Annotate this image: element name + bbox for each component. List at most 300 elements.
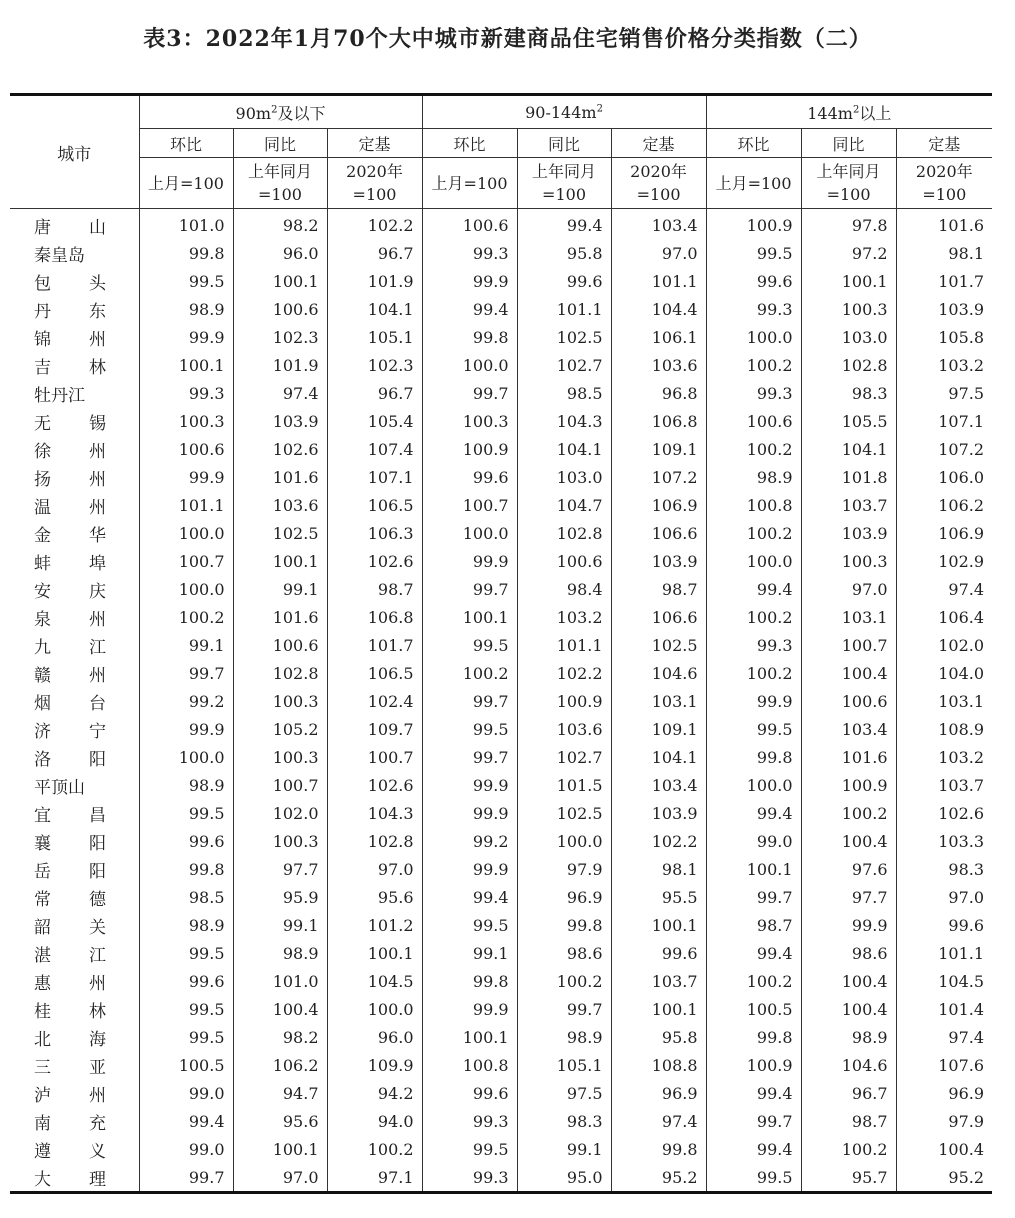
index-value: 97.7 — [233, 855, 327, 883]
index-value: 99.9 — [422, 771, 517, 799]
index-value: 99.7 — [706, 883, 801, 911]
index-value: 109.9 — [327, 1051, 422, 1079]
index-value: 99.9 — [801, 911, 896, 939]
index-value: 104.0 — [896, 659, 992, 687]
table-header — [10, 95, 992, 209]
header-base-row — [10, 158, 992, 209]
index-value: 94.0 — [327, 1107, 422, 1135]
city-name — [10, 967, 139, 995]
index-value: 102.0 — [233, 799, 327, 827]
index-value: 100.8 — [706, 491, 801, 519]
index-value: 101.6 — [233, 603, 327, 631]
index-value: 104.1 — [611, 743, 706, 771]
table-row — [10, 295, 992, 323]
index-value: 103.2 — [896, 351, 992, 379]
index-type-header: 定基 — [896, 129, 992, 158]
index-value: 100.2 — [706, 967, 801, 995]
index-value: 102.6 — [327, 771, 422, 799]
city-name — [10, 239, 139, 267]
city-name — [10, 1163, 139, 1193]
index-value: 99.4 — [706, 575, 801, 603]
index-value: 101.5 — [517, 771, 611, 799]
area-group-header: $144m^2$以上 — [706, 95, 992, 129]
index-value: 101.6 — [801, 743, 896, 771]
city-label: 锦州 — [34, 329, 106, 350]
table-row — [10, 575, 992, 603]
index-value: 99.4 — [422, 295, 517, 323]
index-value: 99.9 — [422, 855, 517, 883]
city-label: 南充 — [34, 1113, 106, 1134]
base-yoy-header: 上年同月 =100 — [801, 158, 896, 209]
index-value: 98.3 — [801, 379, 896, 407]
index-value: 99.4 — [706, 939, 801, 967]
index-value: 101.7 — [896, 267, 992, 295]
index-value: 103.7 — [801, 491, 896, 519]
index-value: 98.9 — [517, 1023, 611, 1051]
city-name — [10, 1107, 139, 1135]
table-row — [10, 1135, 992, 1163]
index-value: 100.0 — [139, 575, 233, 603]
index-value: 100.2 — [327, 1135, 422, 1163]
index-value: 100.3 — [801, 295, 896, 323]
index-value: 109.1 — [611, 715, 706, 743]
index-value: 106.8 — [327, 603, 422, 631]
header-sub-row — [10, 129, 992, 158]
index-value: 101.4 — [896, 995, 992, 1023]
index-value: 99.9 — [139, 463, 233, 491]
city-name — [10, 743, 139, 771]
price-index-table — [10, 93, 992, 1194]
index-value: 102.3 — [233, 323, 327, 351]
index-value: 99.7 — [517, 995, 611, 1023]
index-value: 97.5 — [896, 379, 992, 407]
index-type-header: 定基 — [611, 129, 706, 158]
index-value: 96.9 — [611, 1079, 706, 1107]
index-value: 100.2 — [706, 519, 801, 547]
index-value: 103.1 — [611, 687, 706, 715]
index-value: 99.5 — [139, 799, 233, 827]
city-label: 赣州 — [34, 665, 106, 686]
index-value: 104.6 — [801, 1051, 896, 1079]
index-value: 100.7 — [422, 491, 517, 519]
table-row — [10, 743, 992, 771]
index-value: 99.7 — [139, 1163, 233, 1193]
index-value: 99.6 — [517, 267, 611, 295]
city-name — [10, 295, 139, 323]
index-value: 98.9 — [139, 771, 233, 799]
index-value: 100.5 — [139, 1051, 233, 1079]
index-value: 105.1 — [517, 1051, 611, 1079]
city-name — [10, 799, 139, 827]
index-value: 98.4 — [517, 575, 611, 603]
index-value: 100.9 — [517, 687, 611, 715]
index-value: 103.6 — [611, 351, 706, 379]
index-value: 101.2 — [327, 911, 422, 939]
index-value: 103.1 — [896, 687, 992, 715]
index-value: 100.1 — [422, 603, 517, 631]
index-value: 104.1 — [517, 435, 611, 463]
table-title: 表3：2022年1月70个大中城市新建商品住宅销售价格分类指数（二） — [143, 26, 872, 52]
city-name — [10, 995, 139, 1023]
index-value: 108.9 — [896, 715, 992, 743]
city-name — [10, 659, 139, 687]
index-value: 99.5 — [706, 715, 801, 743]
city-name — [10, 1051, 139, 1079]
index-value: 105.1 — [327, 323, 422, 351]
index-value: 100.3 — [233, 687, 327, 715]
index-value: 98.5 — [517, 379, 611, 407]
index-value: 99.7 — [422, 743, 517, 771]
superscript: 2 — [271, 104, 278, 116]
index-value: 103.7 — [896, 771, 992, 799]
index-value: 104.1 — [801, 435, 896, 463]
index-value: 102.6 — [896, 799, 992, 827]
city-label: 温州 — [34, 497, 106, 518]
index-value: 100.4 — [801, 659, 896, 687]
index-value: 100.2 — [706, 435, 801, 463]
index-value: 97.0 — [233, 1163, 327, 1193]
index-value: 109.1 — [611, 435, 706, 463]
index-value: 100.6 — [139, 435, 233, 463]
index-value: 97.9 — [896, 1107, 992, 1135]
index-value: 104.5 — [327, 967, 422, 995]
table-row — [10, 855, 992, 883]
index-value: 103.9 — [233, 407, 327, 435]
index-value: 99.3 — [422, 1107, 517, 1135]
index-value: 100.3 — [801, 547, 896, 575]
index-value: 99.1 — [422, 939, 517, 967]
index-value: 106.8 — [611, 407, 706, 435]
index-value: 105.8 — [896, 323, 992, 351]
city-label: 湛江 — [34, 945, 106, 966]
index-value: 98.9 — [233, 939, 327, 967]
area-group-header: $90m^2$及以下 — [139, 95, 422, 129]
index-value: 100.0 — [422, 519, 517, 547]
index-value: 98.1 — [896, 239, 992, 267]
table-row — [10, 351, 992, 379]
index-value: 99.5 — [706, 1163, 801, 1193]
index-value: 107.4 — [327, 435, 422, 463]
superscript: 2 — [852, 104, 860, 116]
index-value: 100.2 — [706, 659, 801, 687]
index-value: 97.0 — [327, 855, 422, 883]
index-value: 99.3 — [706, 379, 801, 407]
index-value: 99.0 — [706, 827, 801, 855]
index-value: 99.6 — [422, 463, 517, 491]
table-row — [10, 407, 992, 435]
index-value: 99.6 — [139, 827, 233, 855]
index-value: 99.8 — [611, 1135, 706, 1163]
index-value: 99.0 — [139, 1135, 233, 1163]
index-value: 101.9 — [327, 267, 422, 295]
index-value: 96.9 — [896, 1079, 992, 1107]
index-value: 102.6 — [233, 435, 327, 463]
index-type-header: 环比 — [706, 129, 801, 158]
index-value: 100.9 — [706, 1051, 801, 1079]
index-value: 102.2 — [517, 659, 611, 687]
index-value: 94.7 — [233, 1079, 327, 1107]
index-value: 100.2 — [706, 603, 801, 631]
index-value: 100.6 — [422, 209, 517, 240]
city-label: 扬州 — [34, 469, 106, 490]
index-value: 100.5 — [706, 995, 801, 1023]
index-value: 98.6 — [801, 939, 896, 967]
city-label: 烟台 — [34, 693, 106, 714]
index-value: 100.9 — [422, 435, 517, 463]
index-value: 101.1 — [517, 631, 611, 659]
city-label: 九江 — [34, 637, 106, 658]
index-value: 100.6 — [233, 295, 327, 323]
index-value: 99.9 — [422, 799, 517, 827]
index-value: 103.9 — [801, 519, 896, 547]
index-value: 100.2 — [517, 967, 611, 995]
index-value: 102.4 — [327, 687, 422, 715]
index-value: 99.5 — [706, 239, 801, 267]
index-value: 103.4 — [611, 209, 706, 240]
base-mom-header: 上月=100 — [139, 158, 233, 209]
table-row — [10, 799, 992, 827]
index-value: 99.9 — [422, 547, 517, 575]
index-value: 103.4 — [611, 771, 706, 799]
base-mom-header: 上月=100 — [706, 158, 801, 209]
index-value: 97.5 — [517, 1079, 611, 1107]
index-value: 99.7 — [706, 1107, 801, 1135]
index-value: 103.0 — [517, 463, 611, 491]
index-value: 100.8 — [422, 1051, 517, 1079]
city-name — [10, 351, 139, 379]
header-group-row — [10, 95, 992, 129]
index-value: 106.6 — [611, 603, 706, 631]
table-row — [10, 463, 992, 491]
index-value: 96.9 — [517, 883, 611, 911]
city-name — [10, 519, 139, 547]
index-value: 97.4 — [896, 1023, 992, 1051]
city-name — [10, 209, 139, 240]
index-value: 105.5 — [801, 407, 896, 435]
index-value: 104.6 — [611, 659, 706, 687]
index-type-header: 环比 — [139, 129, 233, 158]
index-value: 100.1 — [611, 995, 706, 1023]
index-value: 99.6 — [139, 967, 233, 995]
index-value: 99.1 — [517, 1135, 611, 1163]
index-value: 99.9 — [422, 995, 517, 1023]
city-label: 金华 — [34, 525, 106, 546]
city-name — [10, 631, 139, 659]
index-value: 98.9 — [706, 463, 801, 491]
city-name — [10, 911, 139, 939]
index-value: 97.0 — [896, 883, 992, 911]
index-value: 99.8 — [706, 1023, 801, 1051]
index-value: 99.5 — [139, 995, 233, 1023]
index-value: 107.1 — [327, 463, 422, 491]
city-label: 唐山 — [34, 217, 106, 238]
table-row — [10, 209, 992, 240]
city-label: 安庆 — [34, 581, 106, 602]
index-value: 99.7 — [422, 379, 517, 407]
index-value: 99.6 — [422, 1079, 517, 1107]
index-value: 99.5 — [139, 939, 233, 967]
index-value: 100.7 — [801, 631, 896, 659]
index-value: 101.1 — [611, 267, 706, 295]
index-value: 95.6 — [233, 1107, 327, 1135]
index-value: 105.4 — [327, 407, 422, 435]
index-value: 103.2 — [896, 743, 992, 771]
index-value: 99.4 — [139, 1107, 233, 1135]
index-type-header: 同比 — [233, 129, 327, 158]
city-label: 包头 — [34, 273, 106, 294]
city-label: 丹东 — [34, 301, 106, 322]
index-value: 107.2 — [896, 435, 992, 463]
table-row — [10, 491, 992, 519]
index-value: 95.0 — [517, 1163, 611, 1193]
city-name — [10, 435, 139, 463]
index-value: 94.2 — [327, 1079, 422, 1107]
index-value: 100.0 — [706, 323, 801, 351]
index-value: 106.5 — [327, 659, 422, 687]
index-value: 95.2 — [896, 1163, 992, 1193]
city-label: 平顶山 — [34, 777, 85, 798]
city-label: 洛阳 — [34, 749, 106, 770]
index-type-header: 定基 — [327, 129, 422, 158]
index-value: 99.2 — [139, 687, 233, 715]
city-name — [10, 491, 139, 519]
index-value: 99.4 — [517, 209, 611, 240]
table-row — [10, 603, 992, 631]
index-type-header: 同比 — [801, 129, 896, 158]
index-value: 104.7 — [517, 491, 611, 519]
index-value: 96.8 — [611, 379, 706, 407]
city-label: 秦皇岛 — [34, 245, 85, 266]
city-name — [10, 1023, 139, 1051]
index-value: 103.9 — [611, 547, 706, 575]
index-value: 101.1 — [517, 295, 611, 323]
table-row — [10, 239, 992, 267]
index-value: 102.2 — [611, 827, 706, 855]
index-value: 98.7 — [706, 911, 801, 939]
table-row — [10, 435, 992, 463]
index-value: 100.3 — [233, 827, 327, 855]
index-value: 100.0 — [706, 771, 801, 799]
city-label: 牡丹江 — [34, 385, 85, 406]
index-value: 107.1 — [896, 407, 992, 435]
index-value: 95.8 — [517, 239, 611, 267]
city-name — [10, 407, 139, 435]
index-value: 101.1 — [139, 491, 233, 519]
index-value: 96.7 — [801, 1079, 896, 1107]
index-value: 102.8 — [517, 519, 611, 547]
index-value: 96.7 — [327, 239, 422, 267]
index-value: 99.0 — [139, 1079, 233, 1107]
city-name — [10, 687, 139, 715]
area-group-header: $90-144m^2$ — [422, 95, 706, 129]
index-value: 108.8 — [611, 1051, 706, 1079]
index-value: 100.1 — [706, 855, 801, 883]
city-name — [10, 379, 139, 407]
table-row — [10, 911, 992, 939]
superscript: 2 — [596, 103, 603, 115]
city-label: 常德 — [34, 889, 106, 910]
table-row — [10, 771, 992, 799]
index-value: 101.7 — [327, 631, 422, 659]
index-value: 99.8 — [139, 239, 233, 267]
index-value: 101.0 — [233, 967, 327, 995]
city-label: 桂林 — [34, 1001, 106, 1022]
index-value: 99.4 — [706, 1135, 801, 1163]
city-name — [10, 1079, 139, 1107]
index-value: 100.1 — [611, 911, 706, 939]
city-label: 韶关 — [34, 917, 106, 938]
index-value: 99.1 — [233, 911, 327, 939]
index-value: 100.7 — [327, 743, 422, 771]
index-value: 97.9 — [517, 855, 611, 883]
index-value: 102.7 — [517, 351, 611, 379]
index-value: 100.9 — [801, 771, 896, 799]
city-label: 无锡 — [34, 413, 106, 434]
table-row — [10, 1107, 992, 1135]
index-value: 96.0 — [233, 239, 327, 267]
index-value: 106.6 — [611, 519, 706, 547]
index-value: 103.9 — [611, 799, 706, 827]
index-value: 97.0 — [801, 575, 896, 603]
index-value: 98.7 — [801, 1107, 896, 1135]
index-value: 100.9 — [706, 209, 801, 240]
index-value: 101.0 — [139, 209, 233, 240]
table-row — [10, 883, 992, 911]
index-value: 102.0 — [896, 631, 992, 659]
index-value: 100.4 — [801, 827, 896, 855]
index-value: 105.2 — [233, 715, 327, 743]
index-value: 99.8 — [422, 323, 517, 351]
index-value: 97.4 — [896, 575, 992, 603]
index-value: 106.4 — [896, 603, 992, 631]
index-value: 101.8 — [801, 463, 896, 491]
city-label: 徐州 — [34, 441, 106, 462]
index-value: 106.1 — [611, 323, 706, 351]
index-value: 99.4 — [706, 799, 801, 827]
index-value: 102.5 — [517, 799, 611, 827]
city-label: 泸州 — [34, 1085, 106, 1106]
index-value: 100.1 — [233, 267, 327, 295]
index-value: 99.5 — [422, 911, 517, 939]
city-name — [10, 771, 139, 799]
index-value: 104.1 — [327, 295, 422, 323]
index-value: 95.5 — [611, 883, 706, 911]
index-value: 101.9 — [233, 351, 327, 379]
index-value: 99.7 — [422, 687, 517, 715]
index-value: 100.4 — [896, 1135, 992, 1163]
index-value: 100.2 — [422, 659, 517, 687]
city-label: 遵义 — [34, 1141, 106, 1162]
table-row — [10, 547, 992, 575]
index-value: 100.4 — [233, 995, 327, 1023]
index-value: 99.5 — [422, 715, 517, 743]
index-value: 100.2 — [801, 1135, 896, 1163]
index-value: 97.8 — [801, 209, 896, 240]
index-value: 100.6 — [801, 687, 896, 715]
index-value: 97.1 — [327, 1163, 422, 1193]
index-value: 98.2 — [233, 1023, 327, 1051]
table-row — [10, 1023, 992, 1051]
table-row — [10, 1079, 992, 1107]
index-value: 102.6 — [327, 547, 422, 575]
index-value: 99.4 — [706, 1079, 801, 1107]
index-value: 99.1 — [139, 631, 233, 659]
city-label: 吉林 — [34, 357, 106, 378]
index-value: 100.1 — [801, 267, 896, 295]
index-type-header: 同比 — [517, 129, 611, 158]
index-value: 99.3 — [422, 239, 517, 267]
index-value: 99.1 — [233, 575, 327, 603]
